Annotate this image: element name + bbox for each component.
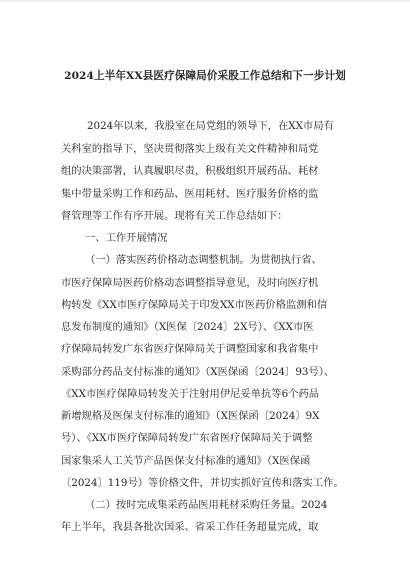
paragraph-line: 年上半年，我县各批次国采、省采工作任务超量完成，取: [61, 521, 319, 533]
paragraph-line: 督管理等工作有序开展。现将有关工作总结如下：: [61, 210, 288, 222]
paragraph-line: 《XX市医疗保障局转发关于注射用伊尼妥单抗等6个药品: [61, 388, 320, 400]
paragraph-line: 市医疗保障局医药价格动态调整指导意见，及时向医疗机: [61, 277, 319, 289]
document-title: 2024上半年XX县医疗保障局价采股工作总结和下一步计划: [64, 70, 346, 82]
section-heading: 一、工作开展情况: [85, 232, 168, 244]
paragraph-line: 组的决策部署，认真履职尽责，积极组织开展药品、耗材: [61, 165, 319, 177]
paragraph-line: 集中带量采购工作和药品、医用耗材、医疗服务价格的监: [61, 188, 319, 200]
paragraph-line: 构转发《XX市医疗保障局关于印发XX市医药价格监测和信: [61, 299, 328, 311]
paragraph-line: 息发布制度的通知》（X医保〔2024〕2X号）、《XX市医: [61, 321, 314, 333]
paragraph-line: 2024年以来，我股室在局党组的领导下，在XX市局有: [87, 120, 334, 132]
paragraph-line: 疗保障局转发广东省医疗保障局关于调整国家和我省集中: [61, 343, 319, 355]
paragraph-line: 〔2024〕119号）等价格文件，并切实抓好宣传和落实工作。: [61, 477, 344, 489]
paragraph-line: 关科室的指导下，坚决贯彻落实上级有关文件精神和局党: [61, 143, 319, 155]
paragraph-line: 新增规格及医保支付标准的通知》（X医保函〔2024〕9X: [61, 410, 320, 422]
paragraph-line: 号）、《XX市医疗保障局转发广东省医疗保障局关于调整: [61, 432, 313, 444]
subsection-heading: （二）按时完成集采药品医用耗材采购任务量。2024: [85, 499, 328, 511]
paragraph-line: 采购部分药品支付标准的通知》（X医保函〔2024〕93号）、: [61, 366, 335, 378]
subsection-heading: （一）落实医药价格动态调整机制。为贯彻执行省、: [85, 254, 322, 266]
paragraph-line: 国家集采人工关节产品医保支付标准的通知》（X医保函: [61, 455, 311, 467]
page-top-border: [0, 0, 410, 2]
